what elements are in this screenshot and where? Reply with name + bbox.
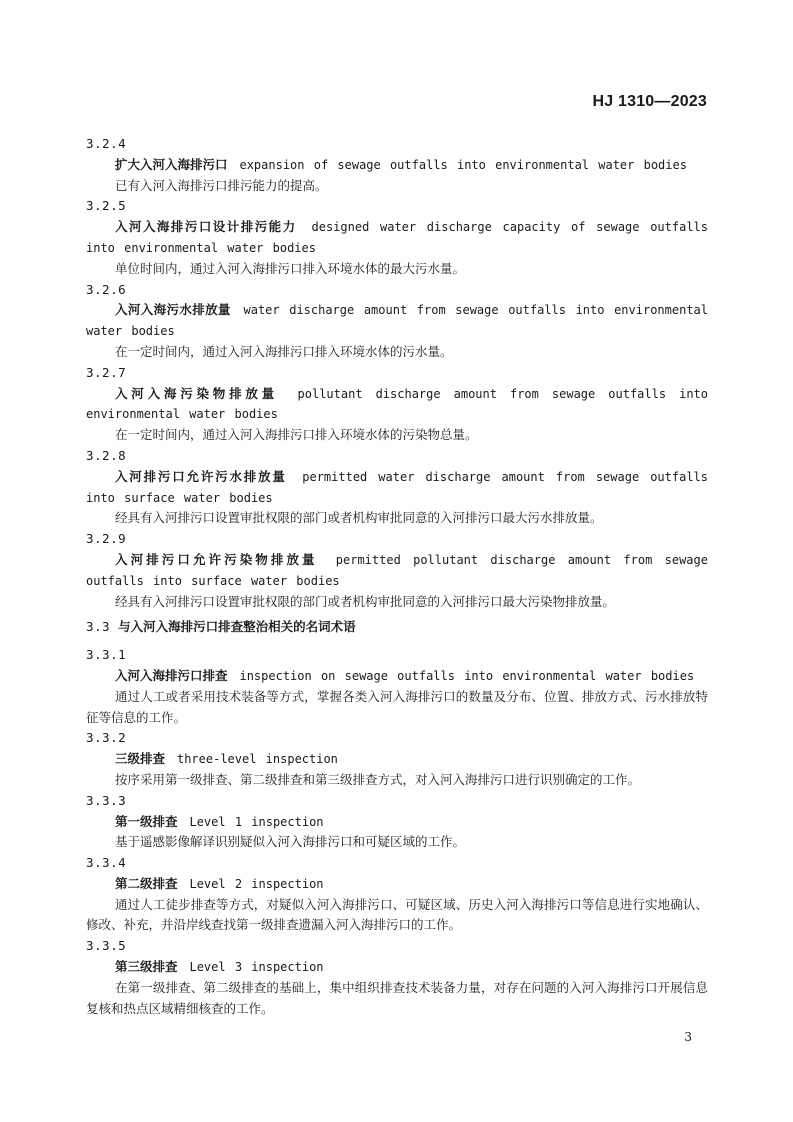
term-entry — [86, 853, 708, 936]
clause-number: 3.2.7 — [86, 364, 127, 380]
term-english: Level 3 inspection — [189, 960, 324, 975]
term-definition: 在一定时间内，通过入河入海排污口排入环境水体的污染物总量。 — [115, 427, 478, 443]
term-definition: 基于遥感影像解译识别疑似入河入海排污口和可疑区域的工作。 — [115, 834, 466, 850]
term-english: designed water discharge capacity of sewage outfalls into environmental water bodies — [86, 220, 708, 255]
term-chinese: 第三级排查 — [115, 959, 178, 975]
term-entry — [86, 280, 708, 363]
term-english: Level 1 inspection — [189, 814, 324, 829]
clause-number: 3.2.9 — [86, 531, 127, 547]
term-entry — [86, 446, 708, 529]
term-line — [86, 812, 708, 833]
term-line — [86, 749, 708, 770]
term-definition: 单位时间内，通过入河入海排污口排入环境水体的最大污水量。 — [115, 260, 466, 276]
document-body — [86, 134, 708, 1019]
term-chinese: 入河入海排污口排查 — [115, 667, 228, 683]
section-heading — [86, 617, 708, 638]
term-line — [86, 155, 708, 176]
term-chinese: 入河入海污染物排放量 — [115, 385, 278, 401]
term-entry — [86, 529, 708, 612]
standard-code-header: HJ 1310—2023 — [592, 93, 707, 110]
term-definition: 经具有入河排污口设置审批权限的部门或者机构审批同意的入河排污口最大污水排放量。 — [115, 510, 603, 526]
term-english: pollutant discharge amount from sewage outfalls into environmental water bodies — [86, 386, 708, 422]
term-line — [86, 300, 708, 342]
term-english: inspection on sewage outfalls into environmental water bodies — [239, 668, 695, 683]
term-chinese: 入河入海排污口设计排污能力 — [115, 219, 297, 235]
term-line — [86, 467, 708, 509]
section-number: 3.3 — [86, 619, 111, 635]
term-definition: 已有入河入海排污口排污能力的提高。 — [115, 177, 328, 193]
term-entry — [86, 936, 708, 1019]
term-english: permitted water discharge amount from sewage outfalls into surface water bodies — [86, 469, 708, 505]
term-definition: 经具有入河排污口设置审批权限的部门或者机构审批同意的入河排污口最大污染物排放量。 — [115, 593, 616, 609]
term-definition: 在一定时间内，通过入河入海排污口排入环境水体的污水量。 — [115, 343, 453, 359]
term-entry — [86, 196, 708, 279]
term-english: three-level inspection — [176, 752, 338, 767]
clause-number: 3.3.3 — [86, 792, 127, 808]
term-chinese: 入河排污口允许污水排放量 — [115, 468, 287, 484]
term-english: expansion of sewage outfalls into environmental water bodies — [239, 157, 687, 172]
term-line — [86, 217, 708, 259]
term-english: permitted pollutant discharge amount from sewage outfalls into surface water bodies — [86, 552, 708, 588]
term-entry — [86, 728, 708, 790]
clause-number: 3.2.6 — [86, 281, 127, 297]
term-chinese: 扩大入河入海排污口 — [115, 156, 228, 172]
clause-number: 3.3.4 — [86, 855, 127, 871]
clause-number: 3.3.1 — [86, 647, 127, 663]
term-english: Level 2 inspection — [189, 876, 324, 891]
clause-number: 3.3.2 — [86, 730, 127, 746]
term-entry — [86, 134, 708, 196]
clause-number: 3.3.5 — [86, 938, 127, 954]
term-chinese: 第一级排查 — [115, 813, 178, 829]
clause-number: 3.2.8 — [86, 447, 127, 463]
term-line — [86, 874, 708, 895]
page-number: 3 — [684, 1030, 692, 1044]
term-line — [86, 957, 708, 978]
term-chinese: 第二级排查 — [115, 875, 178, 891]
clause-number: 3.2.4 — [86, 136, 127, 151]
term-definition: 按序采用第一级排查、第二级排查和第三级排查方式，对入河入海排污口进行识别确定的工作。 — [115, 771, 641, 787]
section-title: 与入河入海排污口排查整治相关的名词术语 — [118, 619, 356, 635]
term-entry — [86, 645, 708, 728]
term-chinese: 入河入海污水排放量 — [115, 302, 231, 318]
term-line — [86, 384, 708, 426]
term-definition: 通过人工徒步排查等方式，对疑似入河入海排污口、可疑区域、历史入河入海排污口等信息进行实地确认、修改、补充，并沿岸线查找第一级排查遗漏入河入海排污口的工作。 — [86, 896, 708, 933]
term-entry — [86, 791, 708, 853]
term-chinese: 三级排查 — [115, 751, 166, 767]
term-english: water discharge amount from sewage outfalls into environmental water bodies — [86, 303, 708, 339]
term-chinese: 入河排污口允许污染物排放量 — [115, 551, 318, 567]
term-entry — [86, 363, 708, 446]
term-definition: 通过人工或者采用技术装备等方式，掌握各类入河入海排污口的数量及分布、位置、排放方式、污水排放特征等信息的工作。 — [86, 688, 708, 725]
term-line — [86, 550, 708, 592]
term-line — [86, 666, 708, 687]
clause-number: 3.2.5 — [86, 198, 127, 214]
term-definition: 在第一级排查、第二级排查的基础上，集中组织排查技术装备力量，对存在问题的入河入海排污口开展信息复核和热点区域精细核查的工作。 — [86, 979, 708, 1016]
